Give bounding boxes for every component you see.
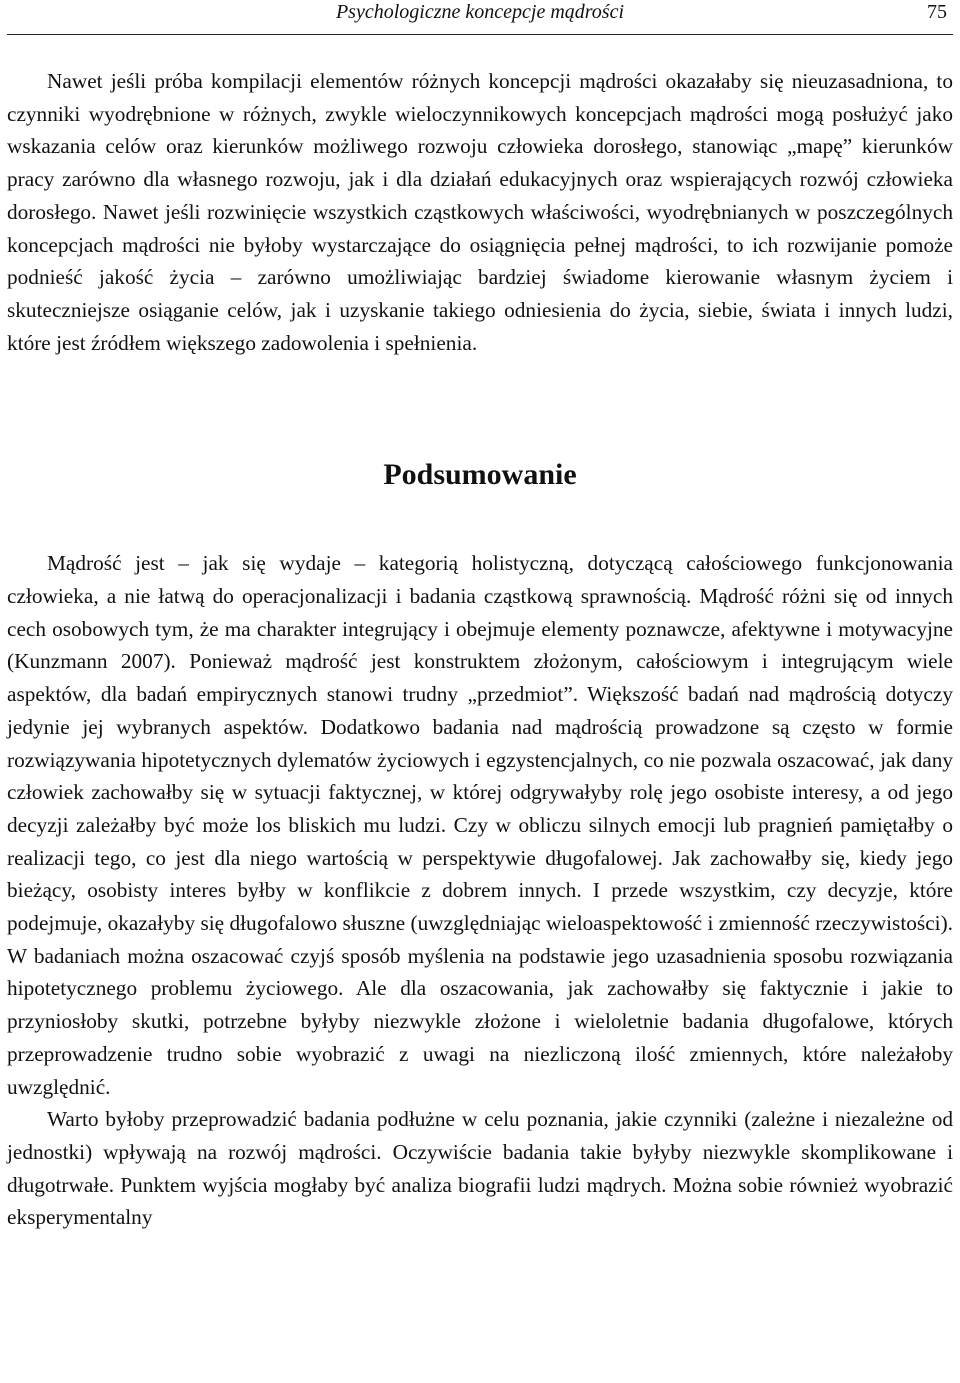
paragraph-2: Mądrość jest – jak się wydaje – kategorią holistyczną, dotyczącą całościowego funkcjonowania człowieka, a nie łatwą do operacjonalizacji i badania cząstkową sprawnością. Mądrość różni się od innych cech osobowych tym, że ma charakter integrujący i obejmuje elementy poznawcze, afektywne i motywacyjne (Kunzmann 2007). Ponieważ mądrość jest konstruktem złożonym, całościowym i integrującym wiele aspektów, dla badań empirycznych stanowi trudny „przedmiot”. Większość badań nad mądrością dotyczy jedynie jej wybranych aspektów. Dodatkowo badania nad mądrością prowadzone są często w formie rozwiązywania hipotetycznych dylematów życiowych i egzystencjalnych, co nie pozwala oszacować, jak dany człowiek zachowałby się w sytuacji faktycznej, w której odgrywałyby rolę jego osobiste interesy, a od jego decyzji zależałby być może los bliskich mu ludzi. Czy w obliczu silnych emocji lub pragnień pamiętałby o realizacji tego, co jest dla niego wartością w perspektywie długofalowej. Jak zachowałby się, kiedy jego bieżący, osobisty interes byłby w konflikcie z dobrem innych. I przede wszystkim, czy decyzje, które podejmuje, okazałyby się długofalowo słuszne (uwzględniając wieloaspektowość i zmienność rzeczywistości). W badaniach można oszacować czyjś sposób myślenia na podstawie jego uzasadnienia sposobu rozwiązania hipotetycznego problemu życiowego. Ale dla oszacowania, jak zachowałby się faktycznie i jakie to przyniosłoby skutki, potrzebne byłyby niezwykle złożone i wieloletnie badania długofalowe, których przeprowadzenie trudno sobie wyobrazić z uwagi na niezliczoną ilość zmiennych, które należałoby uwzględnić. xyxy=(7,551,953,1099)
paragraph-1: Nawet jeśli próba kompilacji elementów różnych koncepcji mądrości okazałaby się nieuzasadniona, to czynniki wyodrębnione w różnych, zwykle wieloczynnikowych koncepcjach mądrości mogą posłużyć jako wskazania celów oraz kierunków możliwego rozwoju człowieka dorosłego, stanowiąc „mapę” kierunków pracy zarówno dla własnego rozwoju, jak i dla działań edukacyjnych oraz wspierających rozwój człowieka dorosłego. Nawet jeśli rozwinięcie wszystkich cząstkowych właściwości, wyodrębnianych w poszczególnych koncepcjach mądrości nie byłoby wystarczające do osiągnięcia pełnej mądrości, to ich rozwijanie pomoże podnieść jakość życia – zarówno umożliwiając bardziej świadome kierowanie własnym życiem i skuteczniejsze osiąganie celów, jak i uzyskanie takiego odniesienia do życia, siebie, świata i innych ludzi, które jest źródłem większego zadowolenia i spełnienia. xyxy=(7,69,953,355)
section-heading: Podsumowanie xyxy=(383,458,577,492)
paragraph-3: Warto byłoby przeprowadzić badania podłużne w celu poznania, jakie czynniki (zależne i niezależne od jednostki) wpływają na rozwój mądrości. Oczywiście badania takie byłyby niezwykle skomplikowane i długotrwałe. Punktem wyjścia mogłaby być analiza biografii ludzi mądrych. Można sobie również wyobrazić eksperymentalny xyxy=(7,1107,953,1230)
running-title: Psychologiczne koncepcje mądrości xyxy=(335,1,625,23)
running-header xyxy=(7,0,953,35)
page-number: 75 xyxy=(927,1,947,23)
